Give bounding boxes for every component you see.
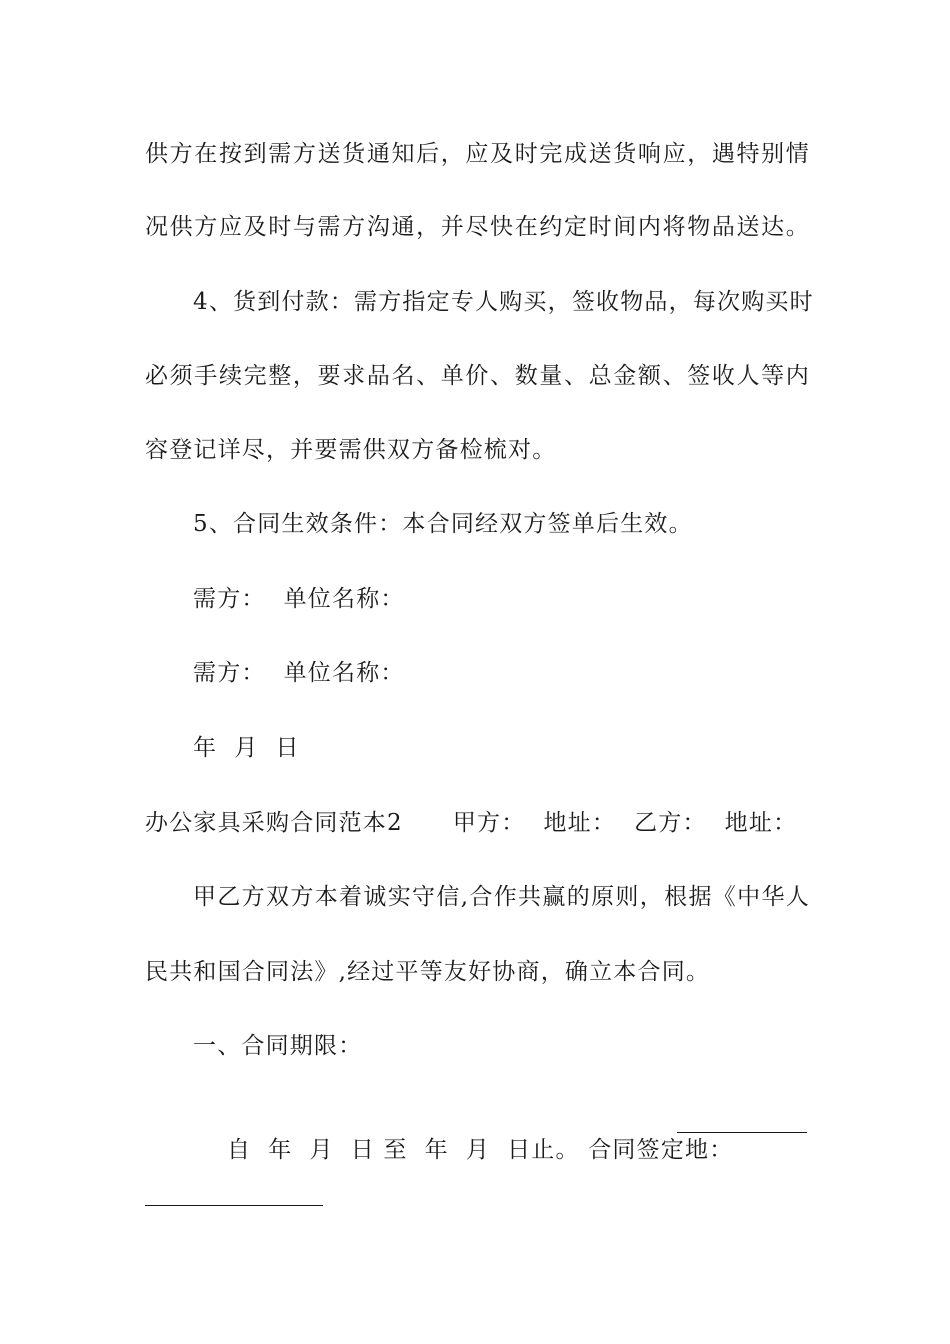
- clause-4-line-2: 必须手续完整，要求品名、单价、数量、总金额、签收人等内: [145, 363, 810, 389]
- unit-name-label: 单位名称：: [283, 586, 405, 612]
- unit-name-label: 单位名称：: [283, 660, 405, 686]
- signing-place-underline-continued: [145, 1180, 323, 1206]
- party-b-label: 乙方：: [634, 810, 707, 836]
- clause-4-line-3: 容登记详尽，并要需供双方备检梳对。: [145, 437, 557, 463]
- clause-4-line-1: 4、货到付款：需方指定专人购买，签收物品，每次购买时: [193, 289, 814, 315]
- party-a-label: 甲方：: [452, 810, 526, 836]
- signature-demand-row-1: [193, 584, 810, 614]
- address-a-label: 地址：: [543, 810, 617, 836]
- contract2-intro-line-2: 民共和国合同法》,经过平等友好协商，确立本合同。: [145, 959, 711, 985]
- demand-label: 需方：: [193, 660, 266, 686]
- signature-demand-row-2: [193, 658, 810, 688]
- paragraph-line-1: 供方在按到需方送货通知后，应及时完成送货响应，遇特别情: [145, 141, 810, 167]
- contract-term-text: 自 年 月 日 至 年 月 日止。 合同签定地：: [227, 1137, 734, 1163]
- demand-label: 需方：: [193, 586, 266, 612]
- signing-place-underline: [677, 1105, 807, 1133]
- section-1-heading: 一、合同期限：: [193, 1033, 363, 1059]
- address-b-label: 地址：: [724, 810, 798, 836]
- contract2-header-row: [145, 808, 810, 838]
- clause-5-line: 5、合同生效条件：本合同经双方签单后生效。: [193, 511, 693, 537]
- signature-date: 年 月 日: [193, 735, 300, 761]
- paragraph-line-2: 况供方应及时与需方沟通，并尽快在约定时间内将物品送达。: [145, 214, 810, 240]
- contract2-intro-line-1: 甲乙方双方本着诚实守信,合作共赢的原则，根据《中华人: [193, 884, 810, 910]
- contract2-title: 办公家具采购合同范本2: [145, 810, 403, 836]
